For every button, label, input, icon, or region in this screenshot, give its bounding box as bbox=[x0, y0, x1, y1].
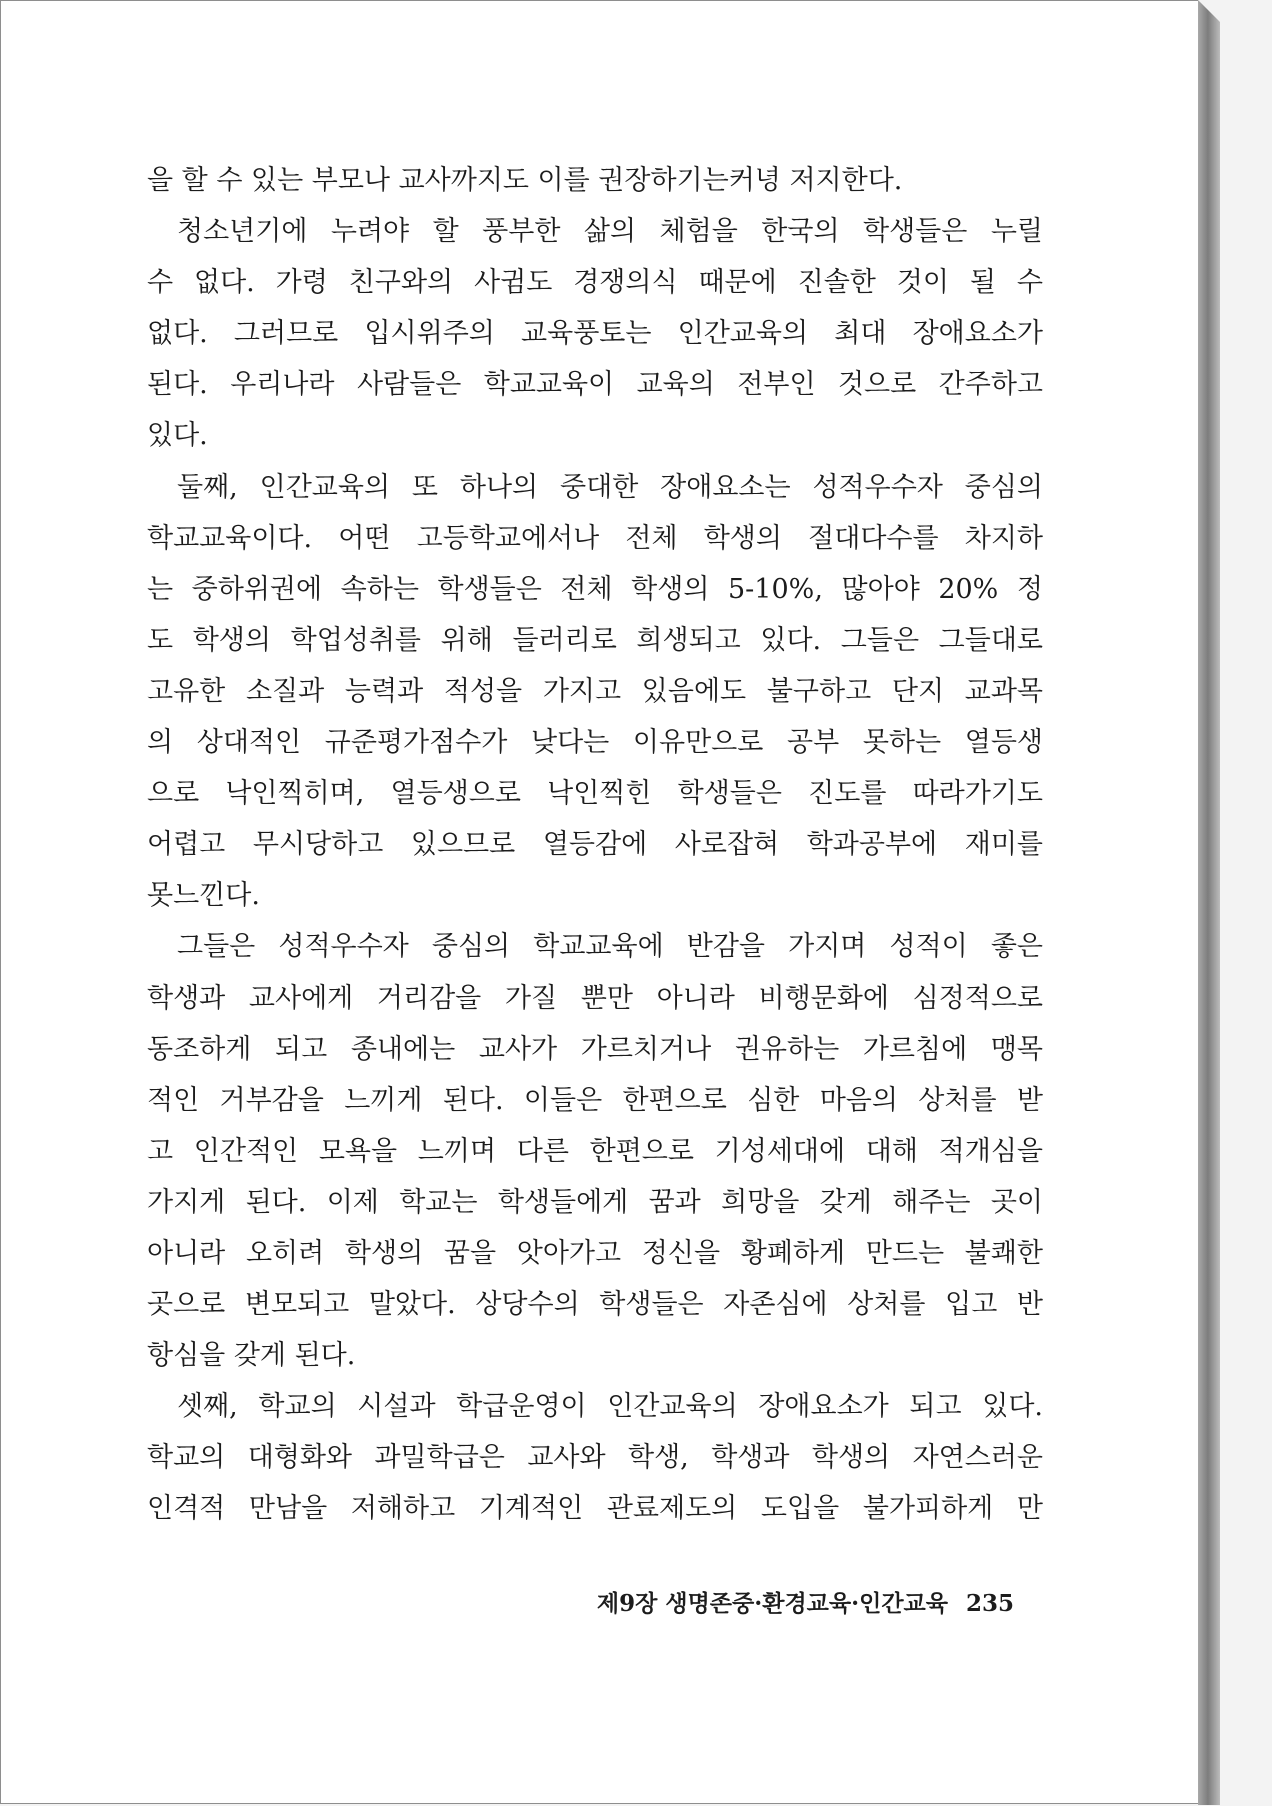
text-line: 을 할 수 있는 부모나 교사까지도 이를 권장하기는커녕 저지한다. bbox=[147, 165, 903, 196]
text-line: 가지게 된다. 이제 학교는 학생들에게 꿈과 희망을 갖게 해주는 곳이 bbox=[147, 1186, 1043, 1218]
page-edge-shadow bbox=[1198, 0, 1220, 1805]
text-line: 곳으로 변모되고 말았다. 상당수의 학생들은 자존심에 상처를 입고 반 bbox=[147, 1289, 1043, 1321]
text-line: 학교의 대형화와 과밀학급은 교사와 학생, 학생과 학생의 자연스러운 bbox=[147, 1442, 1043, 1474]
text-line: 의 상대적인 규준평가점수가 낮다는 이유만으로 공부 못하는 열등생 bbox=[147, 727, 1043, 759]
text-line: 고 인간적인 모욕을 느끼며 다른 한편으로 기성세대에 대해 적개심을 bbox=[147, 1135, 1043, 1167]
text-line: 인격적 만남을 저해하고 기계적인 관료제도의 도입을 불가피하게 만 bbox=[147, 1493, 1043, 1525]
text-line: 도 학생의 학업성취를 위해 들러리로 희생되고 있다. 그들은 그들대로 bbox=[147, 624, 1043, 656]
text-line: 없다. 그러므로 입시위주의 교육풍토는 인간교육의 최대 장애요소가 bbox=[147, 318, 1043, 350]
text-line: 으로 낙인찍히며, 열등생으로 낙인찍힌 학생들은 진도를 따라가기도 bbox=[147, 778, 1043, 810]
text-line: 는 중하위권에 속하는 학생들은 전체 학생의 5-10%, 많아야 20% 정 bbox=[147, 573, 1043, 605]
text-line: 학생과 교사에게 거리감을 가질 뿐만 아니라 비행문화에 심정적으로 bbox=[147, 982, 1043, 1014]
text-line: 수 없다. 가령 친구와의 사귐도 경쟁의식 때문에 진솔한 것이 될 수 bbox=[147, 267, 1043, 299]
paragraph bbox=[147, 155, 1043, 206]
body-text bbox=[147, 155, 1043, 1535]
text-line: 아니라 오히려 학생의 꿈을 앗아가고 정신을 황폐하게 만드는 불쾌한 bbox=[147, 1237, 1043, 1269]
paragraph bbox=[147, 206, 1043, 461]
text-line: 청소년기에 누려야 할 풍부한 삶의 체험을 한국의 학생들은 누릴 bbox=[177, 216, 1043, 248]
text-line: 동조하게 되고 종내에는 교사가 가르치거나 권유하는 가르침에 맹목 bbox=[147, 1033, 1043, 1065]
text-line: 된다. 우리나라 사람들은 학교교육이 교육의 전부인 것으로 간주하고 bbox=[147, 369, 1043, 401]
text-line: 못느낀다. bbox=[147, 880, 260, 912]
running-head: 제9장 생명존중·환경교육·인간교육 bbox=[596, 1590, 948, 1617]
paragraph bbox=[147, 921, 1043, 1381]
page-number: 235 bbox=[965, 1590, 1014, 1617]
page-footer bbox=[480, 1588, 1014, 1620]
text-line: 적인 거부감을 느끼게 된다. 이들은 한편으로 심한 마음의 상처를 받 bbox=[147, 1084, 1043, 1116]
text-line: 고유한 소질과 능력과 적성을 가지고 있음에도 불구하고 단지 교과목 bbox=[147, 675, 1043, 707]
text-line: 셋째, 학교의 시설과 학급운영이 인간교육의 장애요소가 되고 있다. bbox=[177, 1391, 1043, 1423]
text-line: 그들은 성적우수자 중심의 학교교육에 반감을 가지며 성적이 좋은 bbox=[177, 931, 1043, 963]
text-line: 둘째, 인간교육의 또 하나의 중대한 장애요소는 성적우수자 중심의 bbox=[177, 471, 1043, 503]
paragraph bbox=[147, 1381, 1043, 1534]
text-line: 항심을 갖게 된다. bbox=[147, 1340, 356, 1372]
text-line: 있다. bbox=[147, 420, 208, 452]
text-line: 어렵고 무시당하고 있으므로 열등감에 사로잡혀 학과공부에 재미를 bbox=[147, 829, 1043, 861]
paragraph bbox=[147, 462, 1043, 922]
text-line: 학교교육이다. 어떤 고등학교에서나 전체 학생의 절대다수를 차지하 bbox=[147, 522, 1043, 554]
